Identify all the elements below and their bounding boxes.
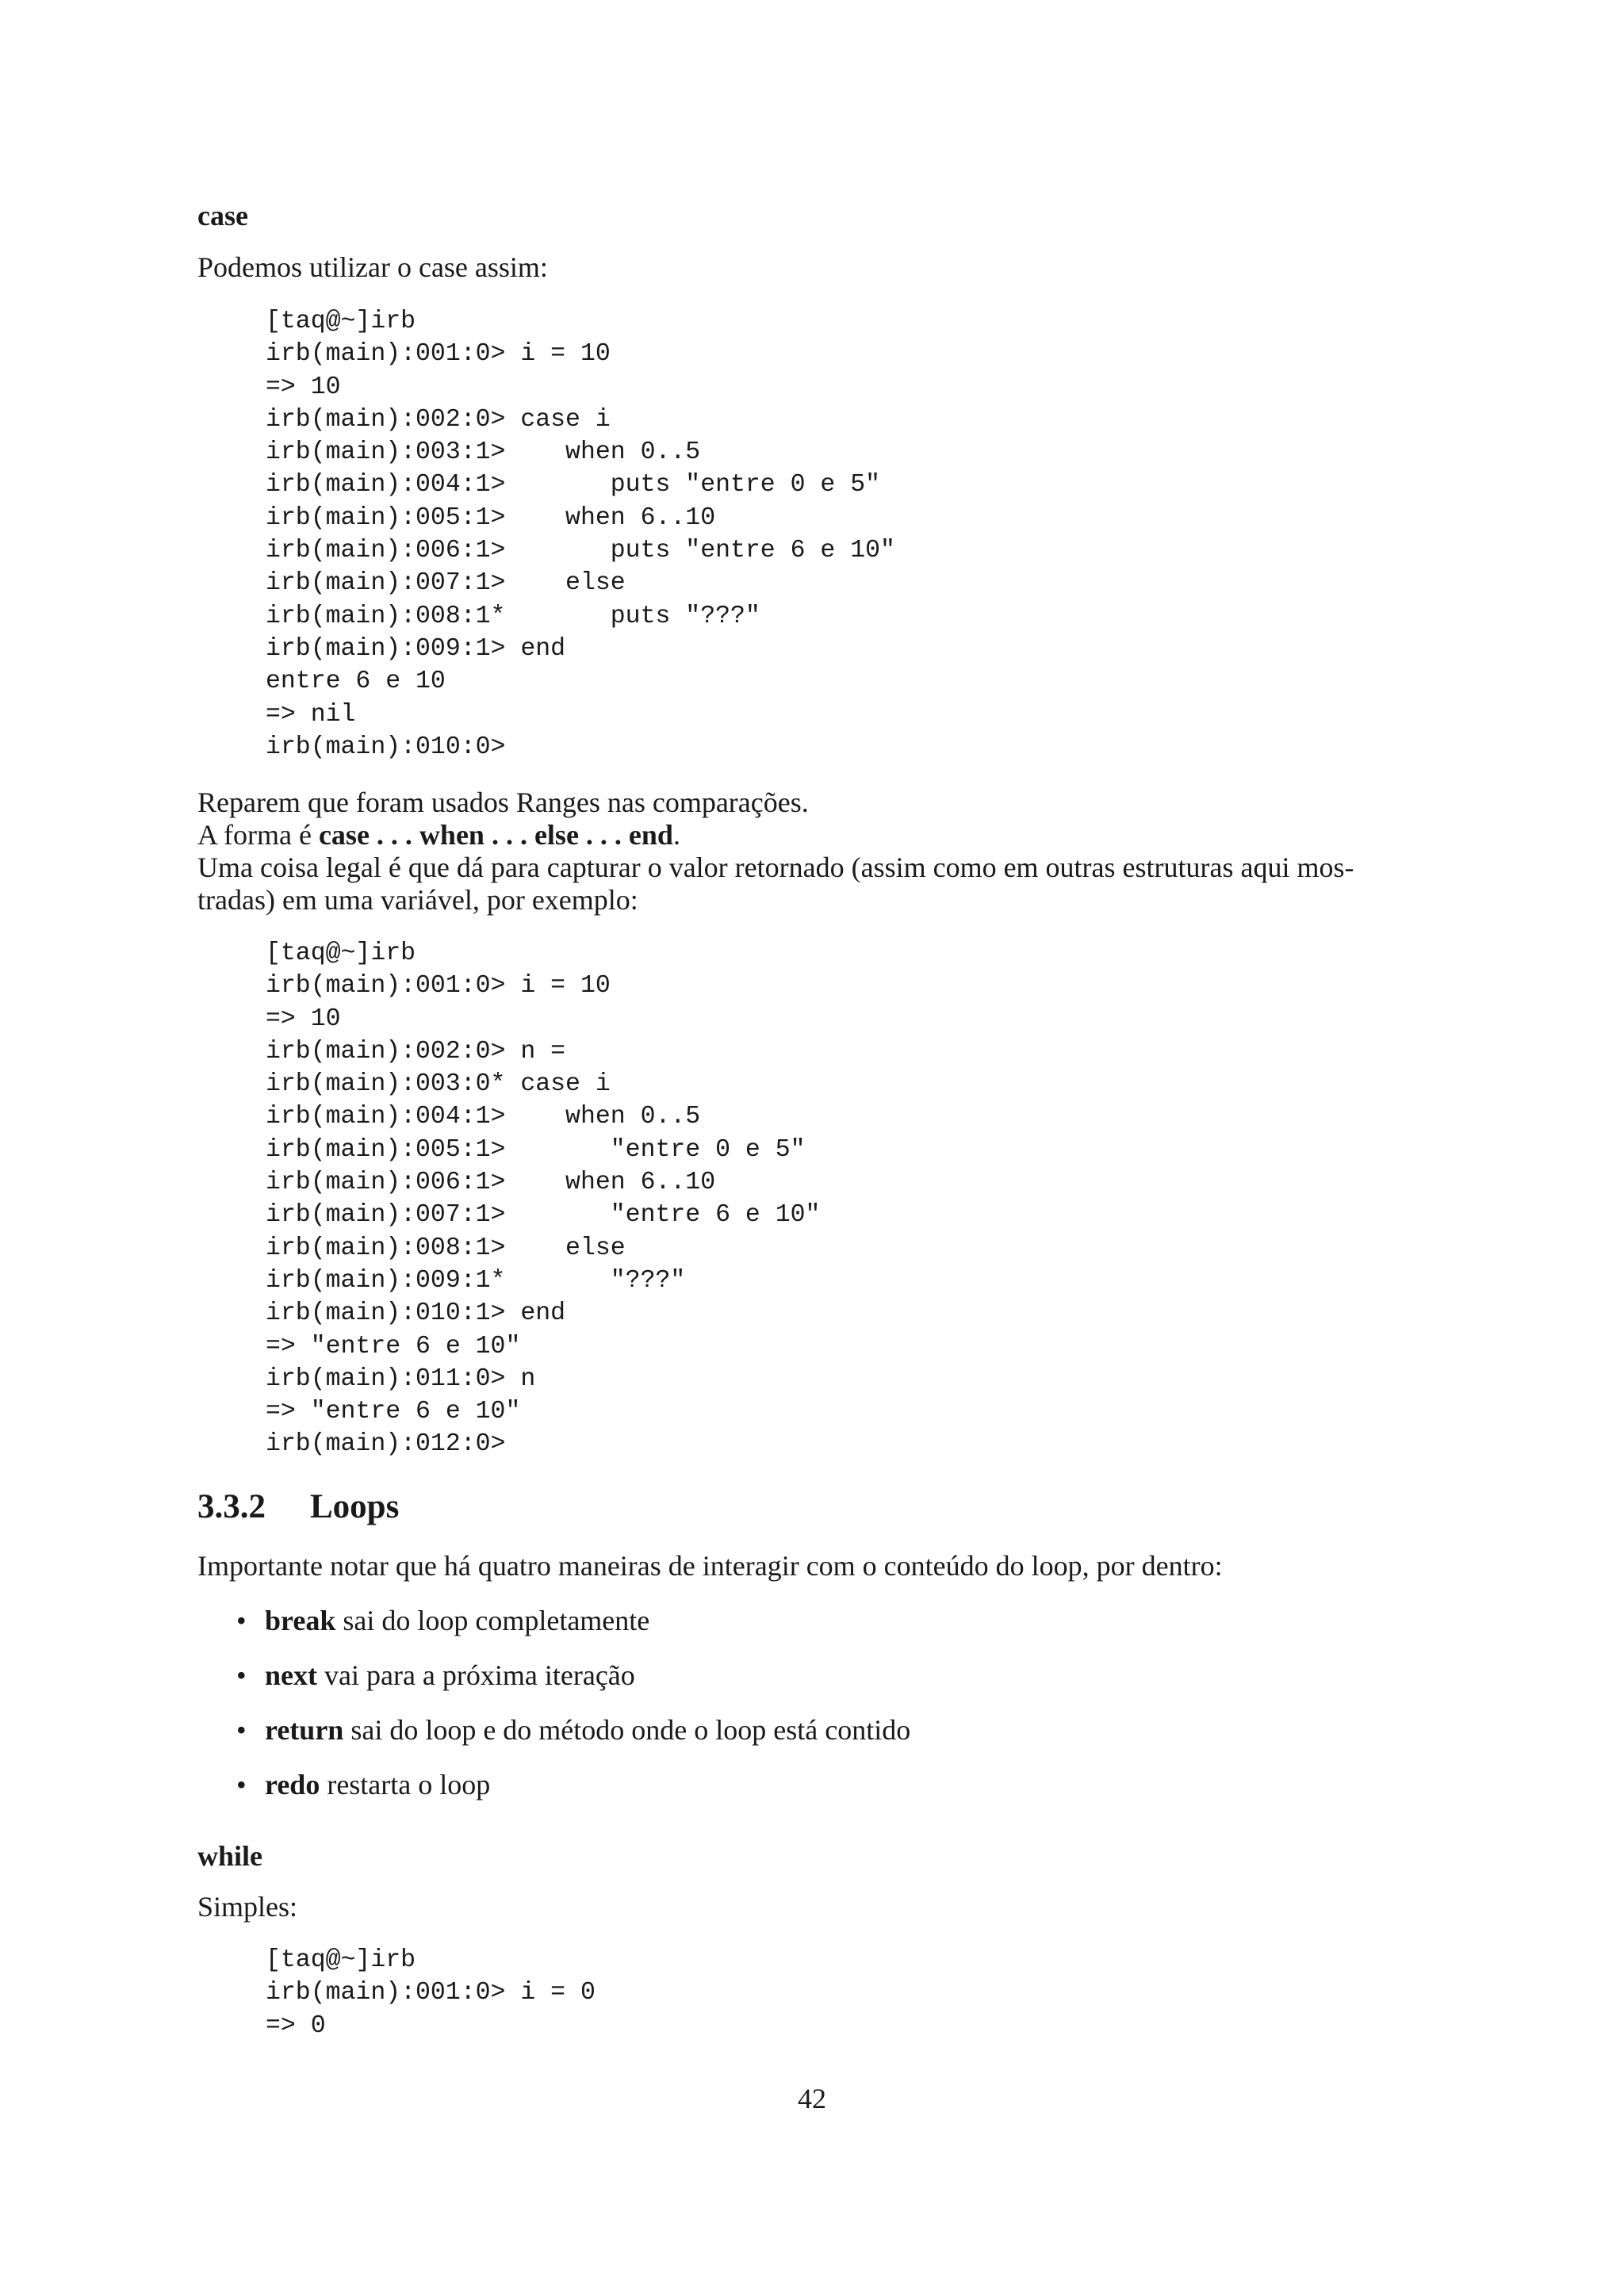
bullet-list (236, 1605, 910, 1823)
paragraph-intro-loops: Importante notar que há quatro maneiras de interagir com o conteúdo do loop, por dentro: (197, 1550, 1223, 1582)
code-line: irb(main):001:0> i = 0 (266, 1979, 596, 2007)
keyword: case (318, 819, 370, 851)
keyword: next (265, 1659, 317, 1691)
item-text: sai do loop e do método onde o loop está contido (343, 1714, 911, 1746)
keyword: end (628, 819, 673, 851)
code-line: irb(main):004:1> puts "entre 0 e 5" (266, 471, 881, 499)
code-line: [taq@~]irb (266, 939, 416, 967)
code-line: irb(main):009:1* "???" (266, 1266, 686, 1295)
code-line: irb(main):003:1> when 0..5 (266, 438, 701, 467)
code-line: entre 6 e 10 (266, 668, 446, 696)
list-item (236, 1605, 910, 1659)
code-line: irb(main):002:0> n = (266, 1037, 566, 1066)
code-line: irb(main):001:0> i = 10 (266, 972, 611, 1001)
code-block-case-assign (266, 937, 820, 1461)
section-title: Loops (310, 1488, 400, 1525)
code-line: => 10 (266, 1004, 341, 1033)
code-line: irb(main):004:1> when 0..5 (266, 1103, 701, 1131)
paragraph-intro-case: Podemos utilizar o case assim: (197, 251, 548, 283)
keyword: redo (265, 1769, 320, 1800)
code-line: => nil (266, 700, 356, 729)
page-number: 42 (798, 2083, 826, 2114)
code-line: [taq@~]irb (266, 1946, 416, 1974)
list-item (236, 1714, 910, 1769)
bullet-icon: • (236, 1714, 247, 1746)
text: A forma é (197, 819, 319, 851)
code-line: irb(main):005:1> "entre 0 e 5" (266, 1135, 806, 1164)
code-line: => "entre 6 e 10" (266, 1332, 521, 1360)
code-block-case (266, 305, 895, 763)
code-line: irb(main):008:1* puts "???" (266, 602, 760, 630)
code-line: irb(main):011:0> n (266, 1364, 536, 1393)
section-number: 3.3.2 (197, 1488, 266, 1525)
paragraph-capturar-line2: tradas) em uma variável, por exemplo: (197, 884, 638, 916)
code-line: irb(main):006:1> puts "entre 6 e 10" (266, 537, 895, 565)
text: . (672, 819, 680, 851)
paragraph-ranges: Reparem que foram usados Ranges nas comparações. (197, 786, 809, 818)
code-line: irb(main):012:0> (266, 1430, 506, 1459)
code-line: irb(main):008:1> else (266, 1234, 626, 1262)
paragraph-intro-while: Simples: (197, 1891, 298, 1923)
bullet-icon: • (236, 1769, 247, 1800)
bullet-icon: • (236, 1605, 247, 1636)
code-line: irb(main):010:0> (266, 733, 506, 761)
section-heading (197, 1490, 399, 1523)
keyword: else (534, 819, 579, 851)
bullet-icon: • (236, 1659, 247, 1691)
keyword: return (265, 1714, 344, 1746)
code-line: irb(main):003:0* case i (266, 1070, 611, 1099)
code-block-while (266, 1944, 596, 2042)
paragraph-forma (197, 819, 1434, 851)
code-line: => 0 (266, 2011, 326, 2040)
keyword: when (419, 819, 485, 851)
code-line: irb(main):007:1> else (266, 569, 626, 598)
ellipsis: . . . (369, 819, 419, 851)
code-line: irb(main):007:1> "entre 6 e 10" (266, 1201, 821, 1230)
item-text: restarta o loop (320, 1769, 491, 1800)
code-line: irb(main):006:1> when 6..10 (266, 1169, 716, 1197)
code-line: irb(main):002:0> case i (266, 405, 611, 434)
item-text: vai para a próxima iteração (317, 1659, 635, 1691)
list-item (236, 1769, 910, 1823)
code-line: irb(main):005:1> when 6..10 (266, 503, 716, 532)
code-line: => 10 (266, 373, 341, 401)
ellipsis: . . . (578, 819, 629, 851)
code-line: [taq@~]irb (266, 308, 416, 335)
code-line: irb(main):001:0> i = 10 (266, 340, 611, 369)
keyword: break (265, 1605, 336, 1636)
code-line: irb(main):010:1> end (266, 1299, 566, 1328)
item-text: sai do loop completamente (335, 1605, 650, 1636)
paragraph-capturar-line1: Uma coisa legal é que dá para capturar o valor retornado (assim como em outras estruturas aqui mos- (197, 851, 1354, 883)
list-item (236, 1659, 910, 1714)
code-line: irb(main):009:1> end (266, 634, 566, 663)
subheading-while: while (197, 1840, 263, 1872)
code-line: => "entre 6 e 10" (266, 1398, 521, 1426)
subheading-case: case (197, 200, 248, 232)
ellipsis: . . . (484, 819, 534, 851)
